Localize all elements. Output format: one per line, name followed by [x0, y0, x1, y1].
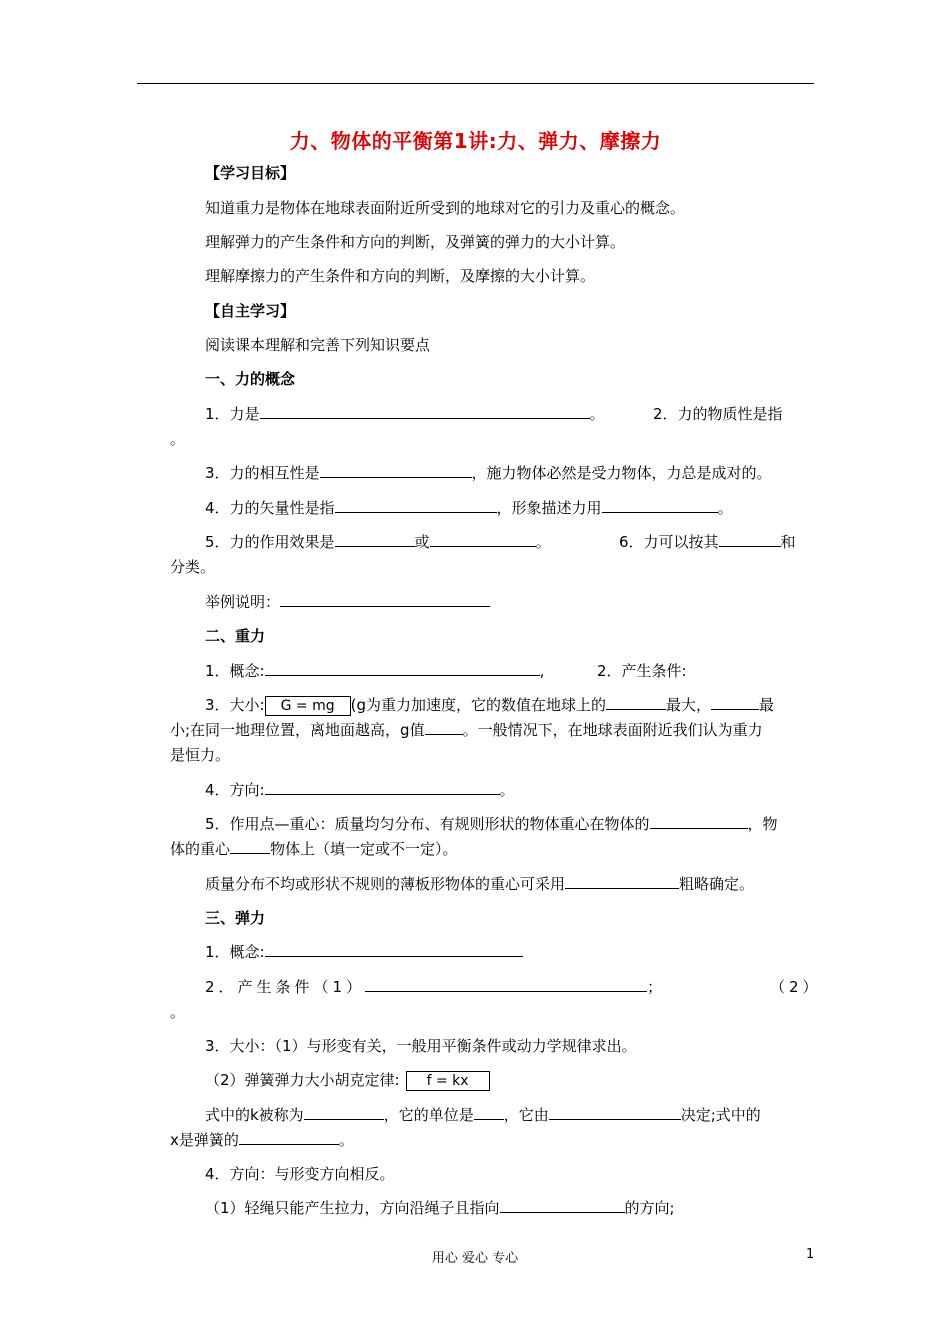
question-text: 1．概念: — [205, 662, 265, 680]
section-heading: 一、力的概念 — [205, 370, 296, 388]
question-text: 1．力是 — [205, 405, 260, 423]
question-2-5 — [205, 813, 778, 835]
question-text: 。 — [170, 430, 186, 448]
question-3-4-rope — [205, 1197, 675, 1219]
question-text: 或 — [414, 533, 430, 551]
question-text: 5．力的作用效果是 — [205, 533, 335, 551]
answer-blank[interactable] — [430, 532, 536, 547]
question-text: 的方向; — [624, 1199, 675, 1217]
question-3-3-k — [205, 1104, 761, 1126]
page-title: 力、物体的平衡第1讲:力、弹力、摩擦力 — [289, 129, 662, 153]
question-text: （2）弹簧弹力大小胡克定律: — [205, 1071, 400, 1089]
question-text: 粗略确定。 — [679, 875, 755, 893]
question-1-6 — [619, 531, 796, 553]
question-1-2: 2．力的物质性是指 — [653, 405, 783, 423]
question-text: ，形象描述力用 — [496, 499, 602, 517]
question-2-3 — [205, 694, 774, 716]
question-text: 质量分布不均或形状不规则的薄板形物体的重心可采用 — [205, 875, 566, 893]
question-3-3-hooke — [205, 1069, 490, 1091]
question-2-1 — [205, 660, 544, 682]
footer-text: 用心 爱心 专心 — [431, 1251, 519, 1266]
answer-blank[interactable] — [650, 814, 748, 829]
question-text: ，施力物体必然是受力物体，力总是成对的。 — [471, 464, 772, 482]
answer-blank[interactable] — [239, 1130, 339, 1145]
question-text: 体的重心 — [170, 840, 231, 858]
question-text: 小;在同一地理位置，离地面越高，g值 — [170, 721, 425, 739]
goals-heading: 【学习目标】 — [205, 164, 296, 182]
answer-blank[interactable] — [425, 720, 463, 735]
question-3-2b: （2） — [770, 978, 822, 996]
question-text: 举例说明： — [205, 593, 281, 611]
answer-blank[interactable] — [474, 1105, 504, 1120]
question-3-4: 4．方向：与形变方向相反。 — [205, 1165, 395, 1183]
formula-box: f = kx — [406, 1071, 490, 1091]
question-text: 1．概念: — [205, 943, 265, 961]
question-text: , — [539, 662, 545, 680]
answer-blank[interactable] — [280, 592, 490, 607]
question-text: 。 — [499, 781, 515, 799]
question-text: 和 — [780, 533, 796, 551]
question-text: 。 — [717, 499, 733, 517]
question-text: 分类。 — [170, 558, 216, 576]
section-heading: 三、弹力 — [205, 909, 266, 927]
question-text: 式中的k被称为 — [205, 1106, 304, 1124]
question-1-3 — [205, 462, 772, 484]
answer-blank[interactable] — [320, 463, 472, 478]
question-text: 。一般情况下，在地球表面附近我们认为重力 — [462, 721, 763, 739]
question-text: 4．方向: — [205, 781, 265, 799]
answer-blank[interactable] — [549, 1105, 681, 1120]
answer-blank[interactable] — [500, 1198, 625, 1213]
question-text: 。 — [589, 405, 605, 423]
question-text: 6．力可以按其 — [619, 533, 719, 551]
answer-blank[interactable] — [265, 661, 540, 676]
question-text: （1）轻绳只能产生拉力，方向沿绳子且指向 — [205, 1199, 500, 1217]
question-text: 物体上（填一定或不一定）。 — [270, 840, 458, 858]
question-2-4 — [205, 779, 515, 801]
header-rule — [137, 83, 814, 84]
question-1-5 — [205, 531, 551, 553]
answer-blank[interactable] — [365, 977, 647, 992]
formula-box: G = mg — [265, 696, 351, 716]
question-text: x是弹簧的 — [170, 1131, 239, 1149]
question-2-5-extra — [205, 873, 754, 895]
question-text: 3．力的相互性是 — [205, 464, 320, 482]
question-3-3-x — [170, 1129, 354, 1151]
example-line — [205, 591, 490, 613]
question-3-2 — [205, 976, 666, 998]
goal-item: 理解摩擦力的产生条件和方向的判断，及摩擦的大小计算。 — [205, 267, 596, 285]
question-text: 。 — [338, 1131, 354, 1149]
question-text: 3．大小: — [205, 696, 265, 714]
answer-blank[interactable] — [565, 874, 679, 889]
question-3-1 — [205, 941, 523, 963]
answer-blank[interactable] — [265, 942, 523, 957]
question-text: ，物 — [747, 815, 778, 833]
question-text: ，它由 — [503, 1106, 549, 1124]
answer-blank[interactable] — [335, 532, 415, 547]
answer-blank[interactable] — [304, 1105, 384, 1120]
self-study-intro: 阅读课本理解和完善下列知识要点 — [205, 336, 431, 354]
question-text: 。 — [535, 533, 551, 551]
question-text: 是恒力。 — [170, 746, 231, 764]
answer-blank[interactable] — [230, 839, 270, 854]
answer-blank[interactable] — [711, 695, 759, 710]
question-2-2: 2．产生条件: — [597, 662, 687, 680]
question-text: (g为重力加速度，它的数值在地球上的 — [350, 696, 606, 714]
question-text: 4．力的矢量性是指 — [205, 499, 335, 517]
question-3-3: 3．大小：（1）与形变有关，一般用平衡条件或动力学规律求出。 — [205, 1037, 637, 1055]
answer-blank[interactable] — [335, 498, 497, 513]
self-study-heading: 【自主学习】 — [205, 302, 296, 320]
goal-item: 理解弹力的产生条件和方向的判断，及弹簧的弹力的大小计算。 — [205, 233, 626, 251]
question-text: 。 — [170, 1003, 186, 1021]
question-1-4 — [205, 497, 733, 519]
question-1-1 — [205, 403, 605, 425]
answer-blank[interactable] — [606, 695, 666, 710]
section-heading: 二、重力 — [205, 627, 266, 645]
question-text: 决定;式中的 — [680, 1106, 761, 1124]
question-2-5-cont — [170, 838, 458, 860]
goal-item: 知道重力是物体在地球表面附近所受到的地球对它的引力及重心的概念。 — [205, 199, 686, 217]
answer-blank[interactable] — [719, 532, 781, 547]
question-text: 5．作用点—重心：质量均匀分布、有规则形状的物体重心在物体的 — [205, 815, 650, 833]
answer-blank[interactable] — [260, 404, 590, 419]
answer-blank[interactable] — [602, 498, 718, 513]
question-text: ； — [647, 978, 667, 996]
question-2-3-cont — [170, 719, 763, 741]
question-text: ，它的单位是 — [383, 1106, 474, 1124]
answer-blank[interactable] — [265, 780, 500, 795]
question-text: 2．产生条件（1） — [205, 978, 366, 996]
page-number: 1 — [806, 1247, 815, 1262]
question-text: 最大， — [666, 696, 712, 714]
question-text: 最 — [759, 696, 775, 714]
